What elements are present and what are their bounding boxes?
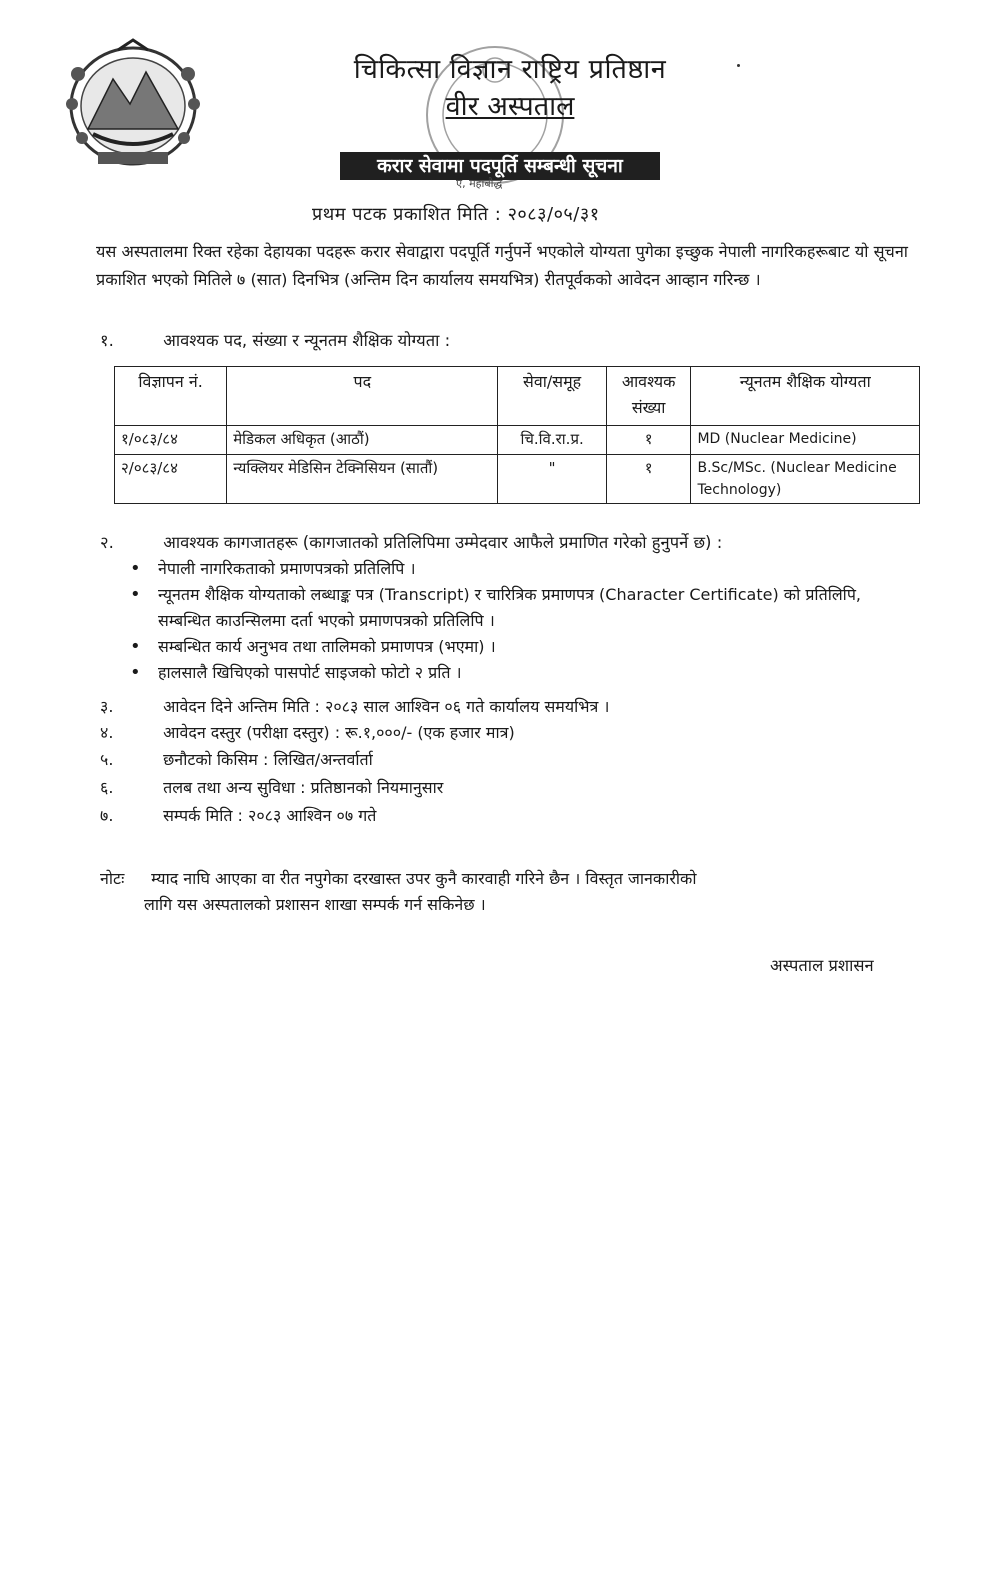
list-item: • नेपाली नागरिकताको प्रमाणपत्रको प्रतिलिपि । — [158, 556, 918, 582]
item-text: आवेदन दस्तुर (परीक्षा दस्तुर) : रू.१,०००/- (एक हजार मात्र) — [163, 723, 515, 742]
cell-post: न्यक्लियर मेडिसिन टेक्निसियन (सातौं) — [227, 455, 498, 504]
cell-adv-no: १/०८३/८४ — [115, 426, 227, 455]
item-text: सम्पर्क मिति : २०८३ आश्विन ०७ गते — [163, 806, 377, 825]
section-number: १. — [100, 331, 114, 350]
letterhead — [300, 52, 720, 124]
cell-qualification: MD (Nuclear Medicine) — [691, 426, 920, 455]
cell-qualification: B.Sc/MSc. (Nuclear Medicine Technology) — [691, 455, 920, 504]
table-row — [115, 426, 920, 455]
header-service: सेवा/समूह — [498, 367, 606, 426]
documents-list — [158, 556, 918, 686]
nepal-emblem-icon — [58, 34, 208, 174]
list-item: • न्यूनतम शैक्षिक योग्यताको लब्धाङ्क पत्र (Transcript) र चारित्रिक प्रमाणपत्र (Character Certificate) को प्रतिलिपि, सम्बन्धित काउन्सिलमा दर्ता भएको प्रमाणपत्रको प्रतिलिपि । — [158, 582, 918, 634]
item-fee — [100, 720, 515, 746]
header-post: पद — [227, 367, 498, 426]
item-deadline — [100, 694, 610, 720]
publication-date-value: २०८३/०५/३१ — [507, 204, 600, 225]
header-count: आवश्यक संख्या — [606, 367, 691, 426]
note-line-1: म्याद नाघि आएका वा रीत नपुगेका दरखास्त उपर कुनै कारवाही गरिने छैन । विस्तृत जानकारीको — [151, 869, 697, 888]
speck — [737, 64, 740, 67]
section-number: २. — [100, 533, 114, 552]
stamp-text: ए, महाबौद्ध — [456, 177, 503, 190]
header-adv-no: विज्ञापन नं. — [115, 367, 227, 426]
item-selection — [100, 747, 373, 773]
hospital-name: वीर अस्पताल — [445, 91, 575, 122]
item-text: तलब तथा अन्य सुविधा : प्रतिष्ठानको नियमानुसार — [163, 778, 444, 797]
section-1-heading — [100, 328, 450, 351]
intro-paragraph: यस अस्पतालमा रिक्त रहेका देहायका पदहरू करार सेवाद्वारा पदपूर्ति गर्नुपर्ने भएकोले योग्यता पुगेका इच्छुक नेपाली नागरिकहरूबाट यो सूचना प्रकाशित भएको मितिले ७ (सात) दिनभित्र (अन्तिम दिन कार्यालय समयभित्र) रीतपूर्वकको आवेदन आव्हान गरिन्छ । — [96, 242, 908, 289]
note-line-2: लागि यस अस्पतालको प्रशासन शाखा सम्पर्क गर्न सकिनेछ । — [144, 895, 486, 914]
cell-service: चि.वि.रा.प्र. — [498, 426, 606, 455]
item-salary — [100, 775, 443, 801]
note-label: नोटः — [100, 869, 125, 888]
item-number: ५. — [100, 750, 114, 769]
item-number: ३. — [100, 697, 114, 716]
item-number: ७. — [100, 806, 114, 825]
cell-service: " — [498, 455, 606, 504]
cell-adv-no: २/०८३/८४ — [115, 455, 227, 504]
signature: अस्पताल प्रशासन — [770, 956, 874, 975]
notice-title: करार सेवामा पदपूर्ति सम्बन्धी सूचना — [340, 152, 660, 180]
publication-date — [312, 202, 600, 226]
cell-count: १ — [606, 455, 691, 504]
publication-date-label: प्रथम पटक प्रकाशित मिति : — [312, 204, 502, 225]
item-number: ४. — [100, 723, 114, 742]
section-title: आवश्यक पद, संख्या र न्यूनतम शैक्षिक योग्यता : — [163, 331, 451, 350]
item-number: ६. — [100, 778, 114, 797]
section-2-heading — [100, 530, 722, 553]
vacancy-table — [114, 366, 920, 504]
cell-count: १ — [606, 426, 691, 455]
header-qualification: न्यूनतम शैक्षिक योग्यता — [691, 367, 920, 426]
table-row — [115, 455, 920, 504]
list-item: • हालसालै खिचिएको पासपोर्ट साइजको फोटो २ प्रति । — [158, 660, 918, 686]
table-header-row — [115, 367, 920, 426]
note — [100, 866, 900, 892]
cell-post: मेडिकल अधिकृत (आठौं) — [227, 426, 498, 455]
organization-name: चिकित्सा विज्ञान राष्ट्रिय प्रतिष्ठान — [353, 54, 667, 85]
list-item: • सम्बन्धित कार्य अनुभव तथा तालिमको प्रमाणपत्र (भएमा) । — [158, 634, 918, 660]
item-contact-date — [100, 803, 376, 829]
item-text: छनौटको किसिम : लिखित/अन्तर्वार्ता — [163, 750, 373, 769]
section-title: आवश्यक कागजातहरू (कागजातको प्रतिलिपिमा उम्मेदवार आफैले प्रमाणित गरेको हुनुपर्ने छ) : — [163, 533, 723, 552]
item-text: आवेदन दिने अन्तिम मिति : २०८३ साल आश्विन ०६ गते कार्यालय समयभित्र । — [163, 697, 610, 716]
